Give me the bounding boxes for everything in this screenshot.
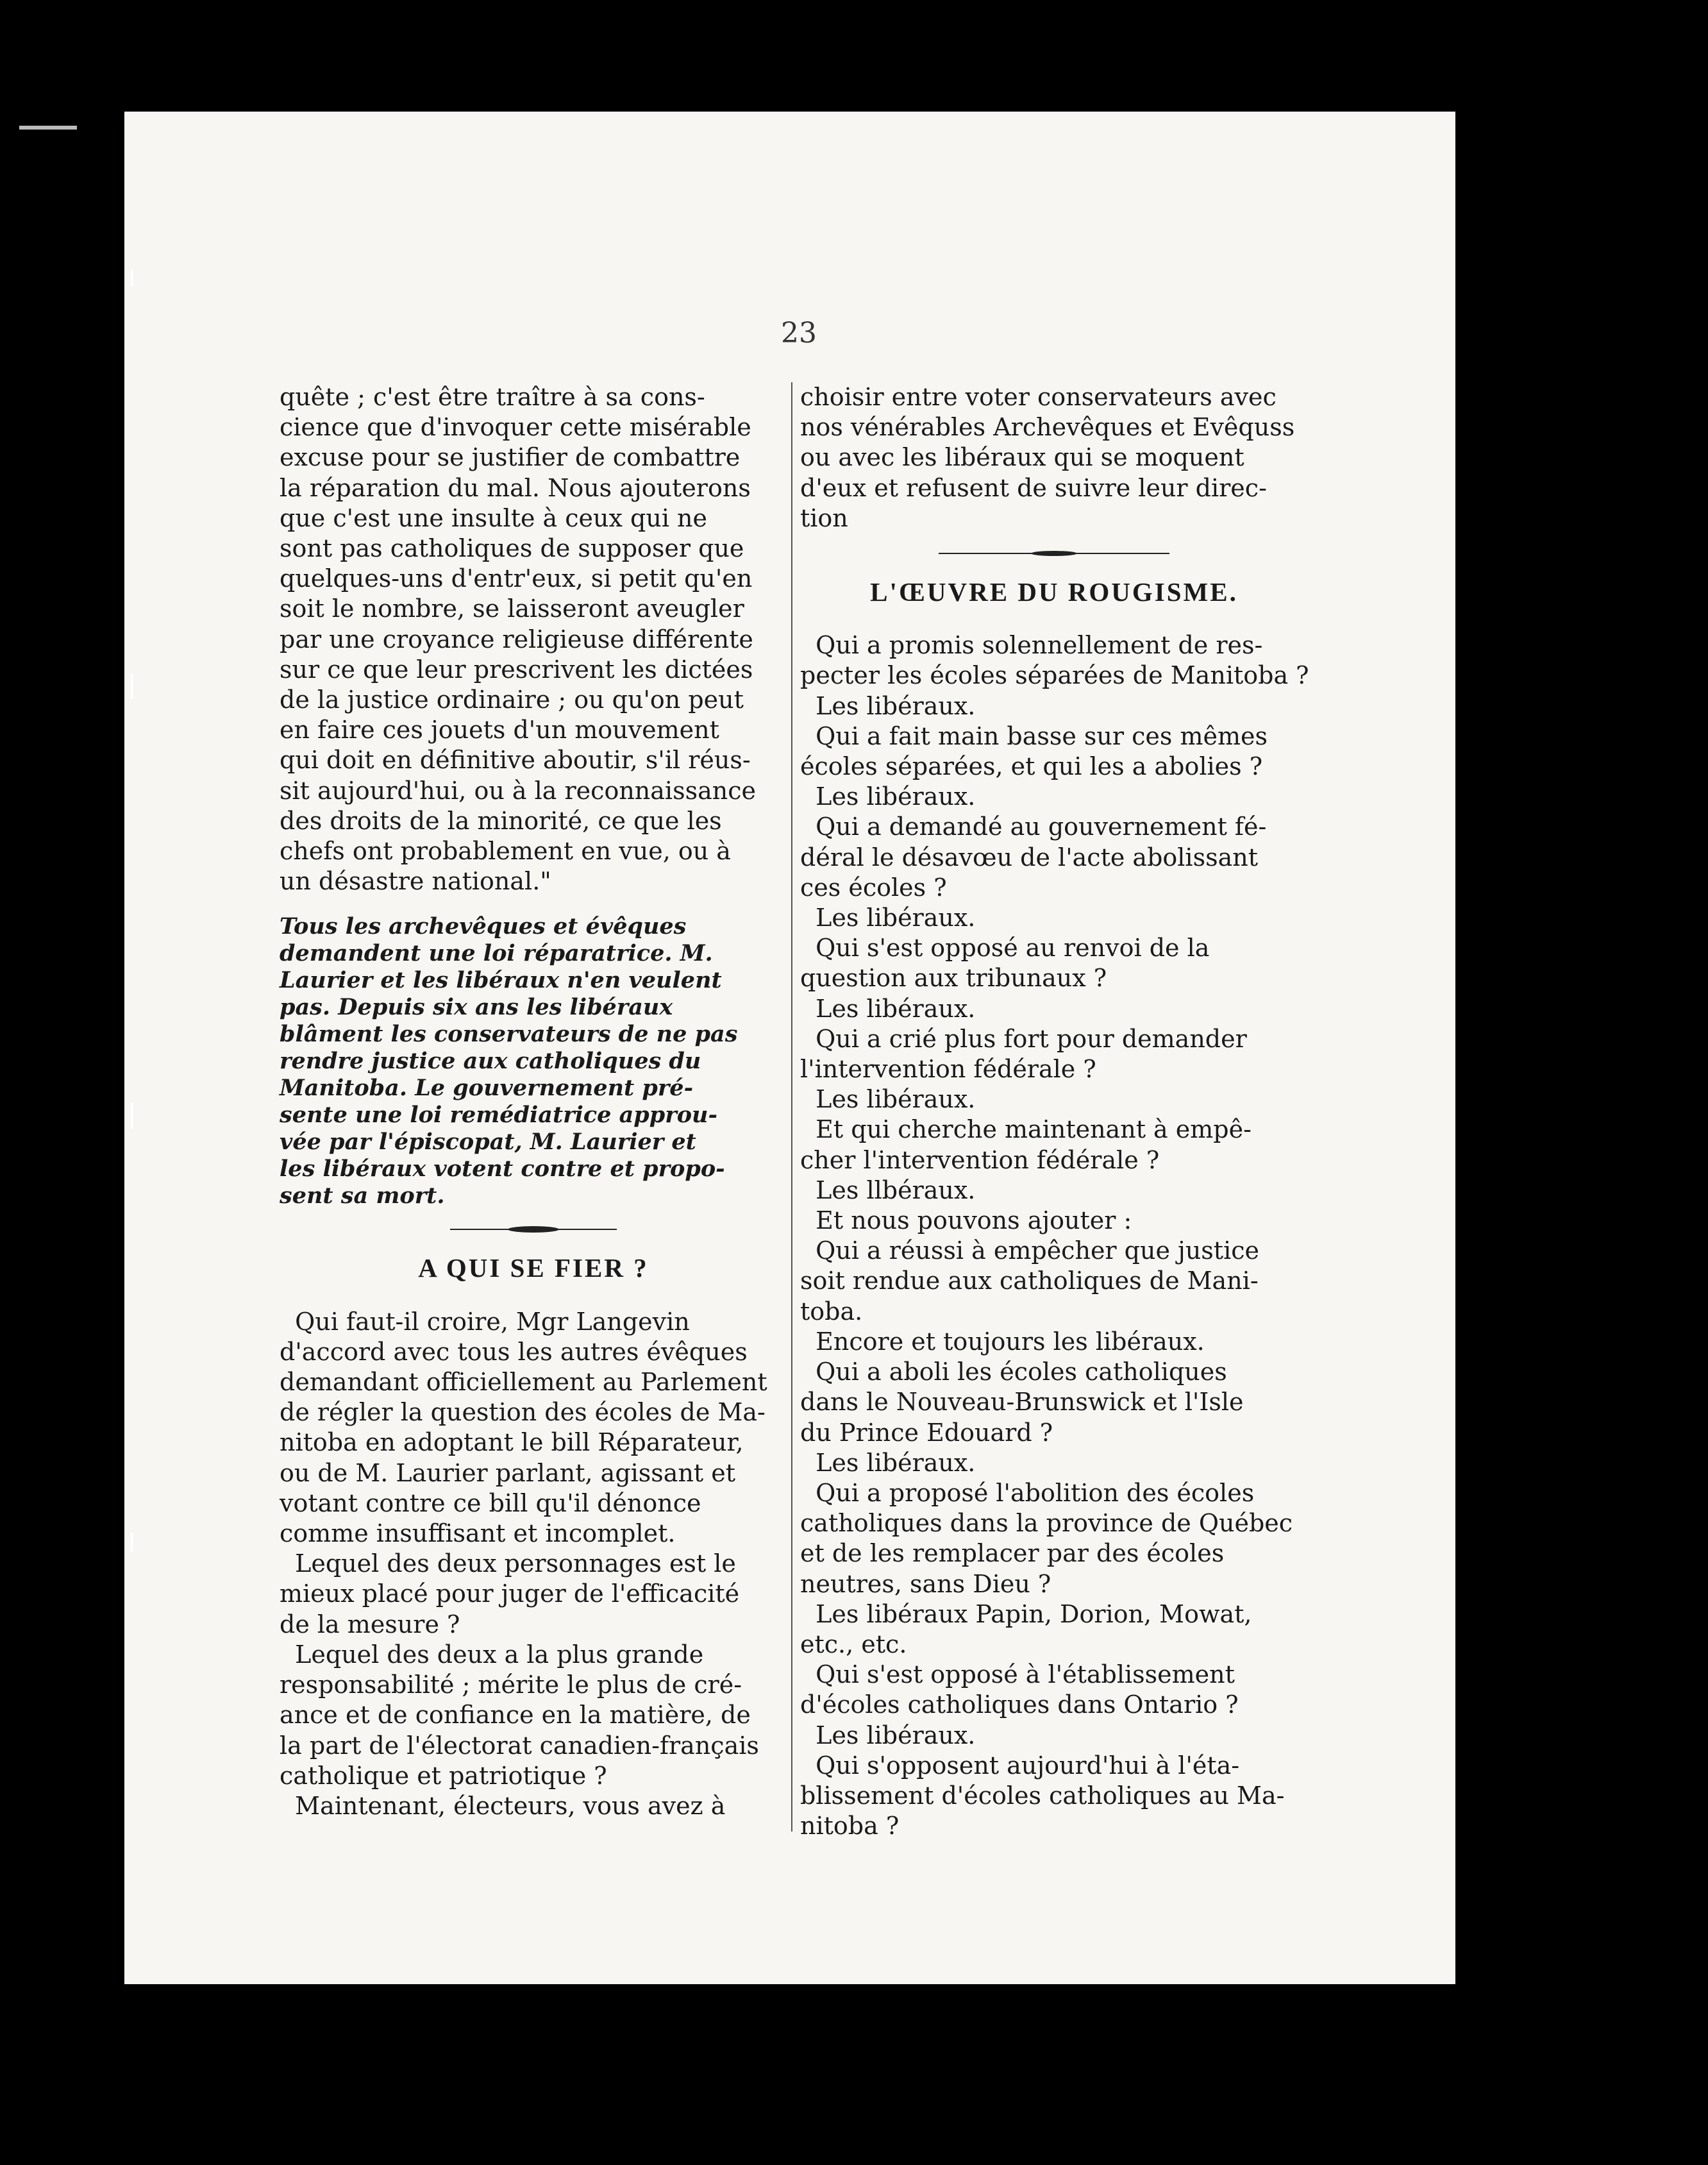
text-line: en faire ces jouets d'un mouvement xyxy=(280,716,719,745)
section-ornament xyxy=(450,1225,617,1234)
text-line: un désastre national." xyxy=(280,867,551,896)
text-line: mieux placé pour juger de l'efficacité xyxy=(280,1580,740,1608)
text-line: comme insuffisant et incomplet. xyxy=(280,1519,676,1548)
text-line: de régler la question des écoles de Ma- xyxy=(280,1398,766,1427)
text-line: Les libéraux. xyxy=(800,904,976,932)
text-line: Et qui cherche maintenant à empê- xyxy=(800,1115,1252,1144)
text-line: pecter les écoles séparées de Manitoba ? xyxy=(800,661,1309,690)
text-line: catholique et patriotique ? xyxy=(280,1761,607,1790)
text-line: sent sa mort. xyxy=(280,1183,445,1209)
text-line: Les libéraux. xyxy=(800,782,976,811)
text-line: sur ce que leur prescrivent les dictées xyxy=(280,655,753,684)
text-line: ou avec les libéraux qui se moquent xyxy=(800,443,1244,472)
text-line: tion xyxy=(800,503,848,532)
text-line: de la mesure ? xyxy=(280,1610,460,1638)
text-line: Qui a aboli les écoles catholiques xyxy=(800,1358,1227,1386)
text-line: sont pas catholiques de supposer que xyxy=(280,534,744,563)
text-line: Les libéraux. xyxy=(800,691,976,720)
text-line: qui doit en définitive aboutir, s'il réus- xyxy=(280,746,751,775)
text-line: Encore et toujours les libéraux. xyxy=(800,1327,1205,1356)
text-line: Qui a fait main basse sur ces mêmes xyxy=(800,721,1268,750)
right-question-answer-list xyxy=(800,630,1308,1841)
text-line: pas. Depuis six ans les libéraux xyxy=(280,994,673,1021)
text-line: etc., etc. xyxy=(800,1630,907,1658)
text-line: des droits de la minorité, ce que les xyxy=(280,806,722,835)
text-line: soit rendue aux catholiques de Mani- xyxy=(800,1267,1259,1295)
text-line: Et nous pouvons ajouter : xyxy=(800,1206,1132,1235)
text-line: Qui a promis solennellement de res- xyxy=(800,631,1263,660)
text-line: ance et de confiance en la matière, de xyxy=(280,1701,751,1730)
text-line: Tous les archevêques et évêques xyxy=(280,913,687,940)
text-line: Manitoba. Le gouvernement pré- xyxy=(280,1075,694,1102)
text-line: ou de M. Laurier parlant, agissant et xyxy=(280,1458,736,1487)
text-line: Les llbéraux. xyxy=(800,1175,976,1204)
page-number: 23 xyxy=(781,317,817,350)
text-line: dans le Nouveau-Brunswick et l'Isle xyxy=(800,1388,1244,1417)
text-line: Qui s'est opposé à l'établissement xyxy=(800,1660,1235,1689)
text-line: choisir entre voter conservateurs avec xyxy=(800,383,1277,411)
text-line: neutres, sans Dieu ? xyxy=(800,1569,1051,1598)
text-line: quête ; c'est être traître à sa cons- xyxy=(280,383,705,411)
text-line: Les libéraux. xyxy=(800,994,976,1023)
text-line: Lequel des deux a la plus grande xyxy=(280,1640,704,1669)
text-line: ces écoles ? xyxy=(800,873,947,902)
text-line: la part de l'électorat canadien-français xyxy=(280,1731,759,1760)
text-line: Qui s'opposent aujourd'hui à l'éta- xyxy=(800,1751,1240,1780)
text-line: demandant officiellement au Parlement xyxy=(280,1368,767,1397)
right-paragraph-continued xyxy=(800,382,1308,534)
text-line: d'eux et refusent de suivre leur direc- xyxy=(800,473,1267,502)
text-line: Maintenant, électeurs, vous avez à xyxy=(280,1791,726,1820)
bold-summary-paragraph xyxy=(280,913,787,1209)
text-line: quelques-uns d'entr'eux, si petit qu'en xyxy=(280,564,753,593)
section-title-oeuvre-du-rougisme: L'ŒUVRE DU ROUGISME. xyxy=(870,577,1238,607)
text-line: Les libéraux. xyxy=(800,1085,976,1114)
text-line: Qui a demandé au gouvernement fé- xyxy=(800,813,1267,841)
text-line: question aux tribunaux ? xyxy=(800,964,1107,993)
text-line: et de les remplacer par des écoles xyxy=(800,1539,1225,1568)
right-column xyxy=(800,382,1308,1841)
text-line: Qui faut-il croire, Mgr Langevin xyxy=(280,1307,690,1336)
text-line: Les libéraux Papin, Dorion, Mowat, xyxy=(800,1599,1252,1628)
text-line: vée par l'épiscopat, M. Laurier et xyxy=(280,1129,696,1156)
text-line: nos vénérables Archevêques et Evêquss xyxy=(800,413,1295,442)
text-line: sit aujourd'hui, ou à la reconnaissance xyxy=(280,776,756,805)
text-line: cher l'intervention fédérale ? xyxy=(800,1145,1160,1174)
text-line: déral le désavœu de l'acte abolissant xyxy=(800,843,1258,872)
text-line: nitoba ? xyxy=(800,1812,900,1841)
text-line: que c'est une insulte à ceux qui ne xyxy=(280,503,708,532)
text-line: soit le nombre, se laisseront aveugler xyxy=(280,594,744,623)
left-paragraph-continued xyxy=(280,382,787,897)
text-line: toba. xyxy=(800,1297,863,1326)
left-column xyxy=(280,382,787,1821)
text-line: cience que d'invoquer cette misérable xyxy=(280,413,751,442)
section-ornament xyxy=(939,549,1169,558)
text-line: les libéraux votent contre et propo- xyxy=(280,1156,725,1183)
text-line: responsabilité ; mérite le plus de cré- xyxy=(280,1671,742,1699)
text-line: d'écoles catholiques dans Ontario ? xyxy=(800,1690,1239,1719)
text-line: du Prince Edouard ? xyxy=(800,1418,1053,1447)
text-line: de la justice ordinaire ; ou qu'on peut xyxy=(280,686,744,714)
text-line: chefs ont probablement en vue, ou à xyxy=(280,837,731,866)
text-line: sente une loi remédiatrice approu- xyxy=(280,1102,718,1129)
text-line: demandent une loi réparatrice. M. xyxy=(280,940,713,967)
text-line: Lequel des deux personnages est le xyxy=(280,1549,736,1578)
text-line: Les libéraux. xyxy=(800,1721,976,1749)
text-line: d'accord avec tous les autres évêques xyxy=(280,1337,748,1366)
section-title-a-qui-se-fier: A QUI SE FIER ? xyxy=(418,1253,649,1283)
text-line: Qui a réussi à empêcher que justice xyxy=(800,1236,1259,1265)
left-paragraph-a-qui-se-fier xyxy=(280,1307,787,1821)
column-divider xyxy=(791,382,792,1832)
text-line: excuse pour se justifier de combattre xyxy=(280,443,741,472)
text-line: par une croyance religieuse différente xyxy=(280,625,753,653)
text-line: catholiques dans la province de Québec xyxy=(800,1509,1293,1538)
text-line: Qui a proposé l'abolition des écoles xyxy=(800,1478,1255,1507)
text-line: Qui a crié plus fort pour demander xyxy=(800,1024,1247,1053)
text-line: Laurier et les libéraux n'en veulent xyxy=(280,967,722,994)
text-line: blissement d'écoles catholiques au Ma- xyxy=(800,1781,1285,1810)
text-line: Qui s'est opposé au renvoi de la xyxy=(800,934,1210,963)
text-line: blâment les conservateurs de ne pas xyxy=(280,1021,738,1048)
text-line: nitoba en adoptant le bill Réparateur, xyxy=(280,1428,744,1457)
text-line: rendre justice aux catholiques du xyxy=(280,1048,701,1075)
text-line: votant contre ce bill qu'il dénonce xyxy=(280,1488,701,1517)
text-line: Les libéraux. xyxy=(800,1448,976,1477)
text-line: écoles séparées, et qui les a abolies ? xyxy=(800,752,1263,781)
text-line: l'intervention fédérale ? xyxy=(800,1055,1096,1084)
text-line: la réparation du mal. Nous ajouterons xyxy=(280,473,751,502)
